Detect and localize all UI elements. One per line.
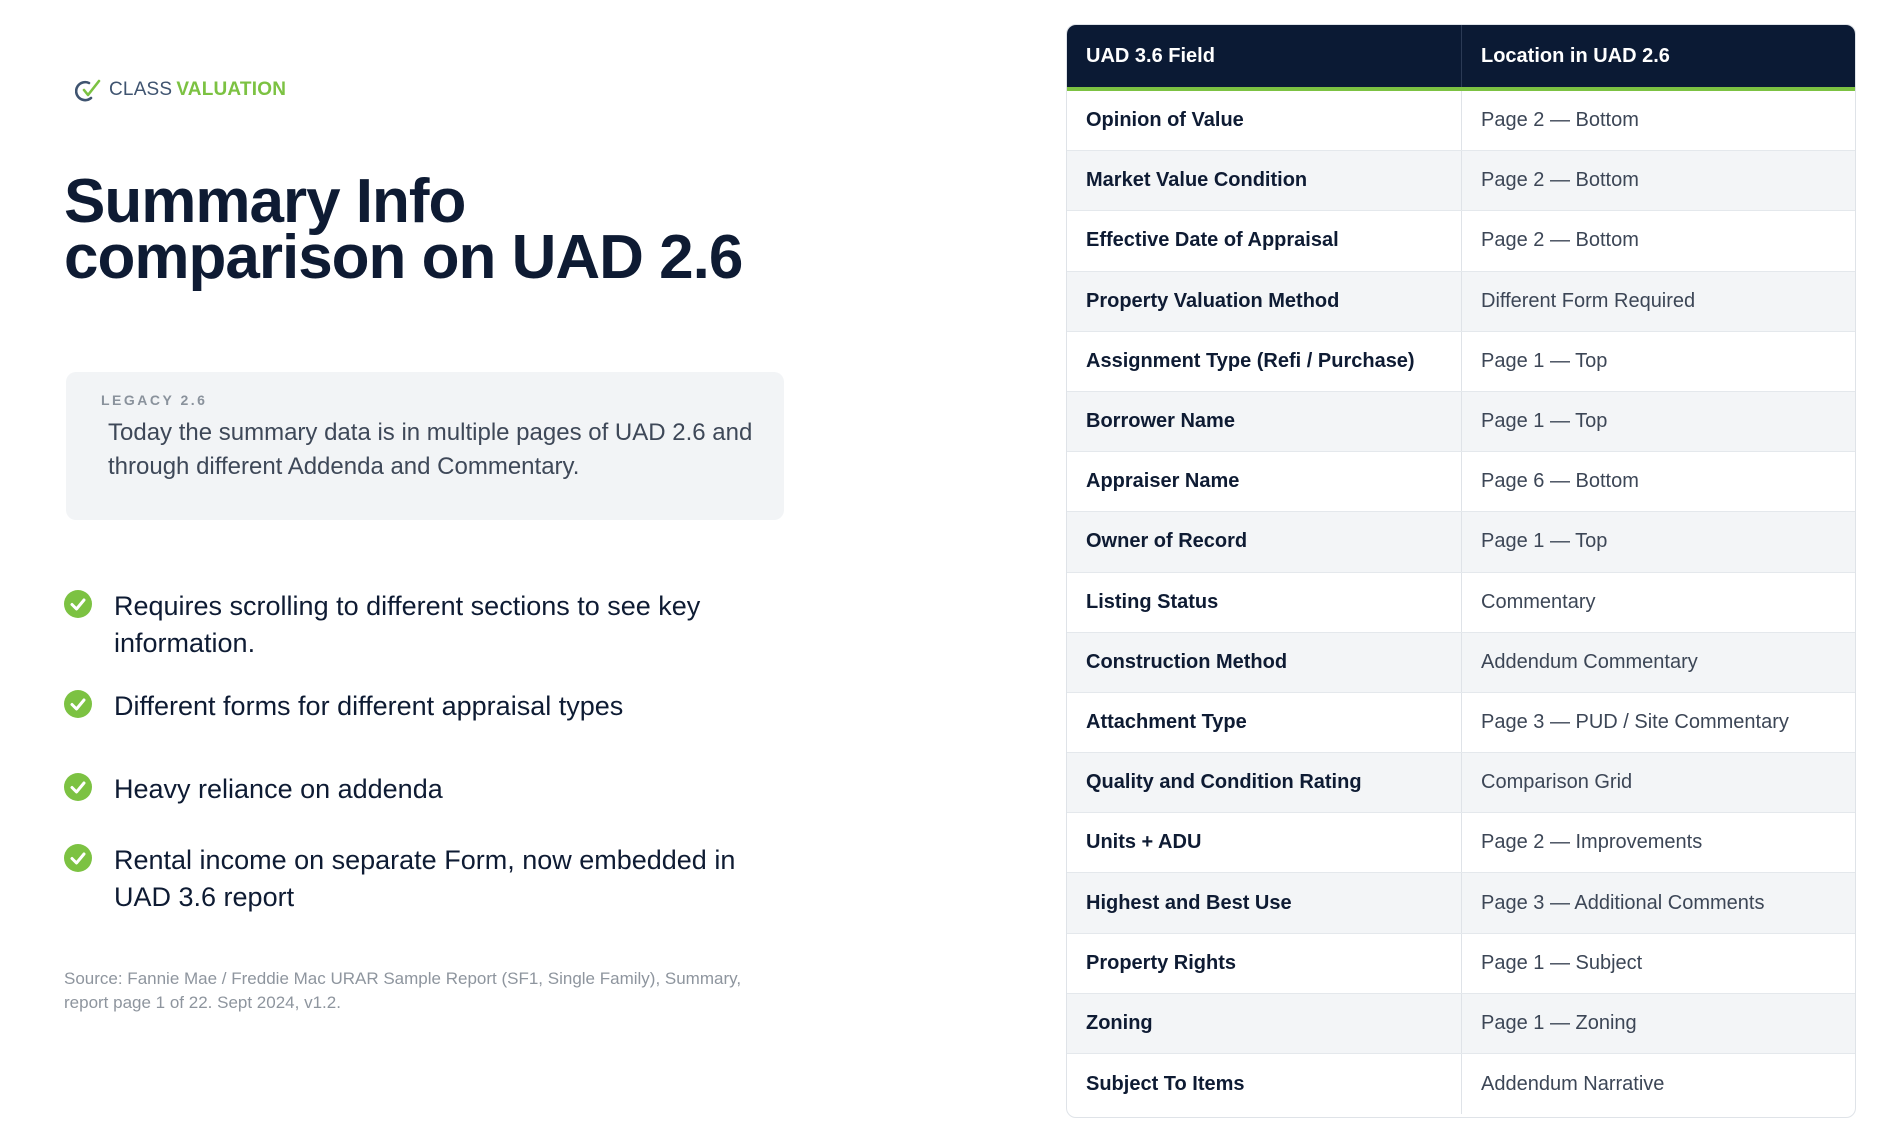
location-cell: Page 3 — PUD / Site Commentary bbox=[1481, 710, 1789, 733]
bullet-text: Different forms for different appraisal types bbox=[114, 691, 624, 721]
header-location-uad26: Location in UAD 2.6 bbox=[1481, 44, 1670, 67]
field-name-cell: Assignment Type (Refi / Purchase) bbox=[1067, 332, 1462, 391]
comparison-table bbox=[1066, 24, 1856, 1118]
table-row bbox=[1067, 994, 1855, 1054]
legacy-description: Today the summary data is in multiple pages of UAD 2.6 and through different Addenda and Commentary. bbox=[108, 419, 753, 480]
field-name-cell: Listing Status bbox=[1067, 573, 1462, 632]
header-uad36-field: UAD 3.6 Field bbox=[1067, 25, 1462, 87]
field-name-cell: Quality and Condition Rating bbox=[1067, 753, 1462, 812]
field-name-cell: Units + ADU bbox=[1067, 813, 1462, 872]
bullet-item bbox=[64, 588, 764, 662]
brand-logo bbox=[75, 77, 286, 103]
table-row bbox=[1067, 151, 1855, 211]
location-cell: Addendum Narrative bbox=[1481, 1072, 1665, 1095]
table-row bbox=[1067, 512, 1855, 572]
table-row bbox=[1067, 452, 1855, 512]
table-row bbox=[1067, 753, 1855, 813]
legacy-tag: LEGACY 2.6 bbox=[101, 392, 208, 408]
field-name-cell: Property Rights bbox=[1067, 934, 1462, 993]
table-row bbox=[1067, 693, 1855, 753]
field-name-cell: Market Value Condition bbox=[1067, 151, 1462, 210]
location-cell: Page 2 — Improvements bbox=[1481, 831, 1703, 854]
check-circle-icon bbox=[64, 844, 92, 872]
bullet-text: Requires scrolling to different sections to see key information. bbox=[114, 591, 701, 658]
title-line-1: Summary Info bbox=[64, 167, 466, 236]
table-row bbox=[1067, 332, 1855, 392]
bullet-text: Heavy reliance on addenda bbox=[114, 774, 443, 804]
location-cell: Different Form Required bbox=[1481, 289, 1696, 312]
class-valuation-logo-icon bbox=[75, 77, 105, 103]
table-header bbox=[1067, 25, 1855, 91]
page-title bbox=[64, 167, 824, 292]
location-cell: Page 2 — Bottom bbox=[1481, 109, 1639, 132]
bullet-text: Rental income on separate Form, now embedded in UAD 3.6 report bbox=[114, 845, 736, 912]
bullet-item bbox=[64, 688, 764, 725]
table-row bbox=[1067, 272, 1855, 332]
table-row bbox=[1067, 873, 1855, 933]
location-cell: Page 1 — Subject bbox=[1481, 951, 1643, 974]
location-cell: Page 2 — Bottom bbox=[1481, 229, 1639, 252]
location-cell: Comparison Grid bbox=[1481, 771, 1633, 794]
table-row bbox=[1067, 813, 1855, 873]
location-cell: Addendum Commentary bbox=[1481, 650, 1698, 673]
table-row bbox=[1067, 1054, 1855, 1114]
table-row bbox=[1067, 573, 1855, 633]
table-row bbox=[1067, 392, 1855, 452]
table-row bbox=[1067, 633, 1855, 693]
field-name-cell: Appraiser Name bbox=[1067, 452, 1462, 511]
field-name-cell: Subject To Items bbox=[1067, 1054, 1462, 1114]
location-cell: Page 1 — Zoning bbox=[1481, 1011, 1637, 1034]
table-row bbox=[1067, 934, 1855, 994]
table-row bbox=[1067, 91, 1855, 151]
logo-valuation-text: VALUATION bbox=[176, 79, 287, 100]
field-name-cell: Zoning bbox=[1067, 994, 1462, 1053]
location-cell: Page 1 — Top bbox=[1481, 349, 1608, 372]
title-line-2: comparison on UAD 2.6 bbox=[64, 223, 743, 292]
bullet-item bbox=[64, 842, 764, 916]
legacy-card bbox=[66, 372, 784, 520]
field-name-cell: Effective Date of Appraisal bbox=[1067, 211, 1462, 270]
field-name-cell: Opinion of Value bbox=[1067, 91, 1462, 150]
field-name-cell: Owner of Record bbox=[1067, 512, 1462, 571]
field-name-cell: Highest and Best Use bbox=[1067, 873, 1462, 932]
check-circle-icon bbox=[64, 690, 92, 718]
location-cell: Commentary bbox=[1481, 590, 1596, 613]
field-name-cell: Property Valuation Method bbox=[1067, 272, 1462, 331]
check-circle-icon bbox=[64, 773, 92, 801]
location-cell: Page 1 — Top bbox=[1481, 410, 1608, 433]
check-circle-icon bbox=[64, 590, 92, 618]
bullet-item bbox=[64, 771, 764, 808]
location-cell: Page 2 — Bottom bbox=[1481, 169, 1639, 192]
field-name-cell: Borrower Name bbox=[1067, 392, 1462, 451]
location-cell: Page 1 — Top bbox=[1481, 530, 1608, 553]
source-note: Source: Fannie Mae / Freddie Mac URAR Sample Report (SF1, Single Family), Summary, report page 1 of 22. Sept 2024, v1.2. bbox=[64, 969, 742, 1012]
field-name-cell: Attachment Type bbox=[1067, 693, 1462, 752]
location-cell: Page 3 — Additional Comments bbox=[1481, 891, 1765, 914]
field-name-cell: Construction Method bbox=[1067, 633, 1462, 692]
table-row bbox=[1067, 211, 1855, 271]
location-cell: Page 6 — Bottom bbox=[1481, 470, 1639, 493]
table-body bbox=[1067, 91, 1855, 1114]
logo-class-text: CLASS bbox=[109, 79, 173, 100]
